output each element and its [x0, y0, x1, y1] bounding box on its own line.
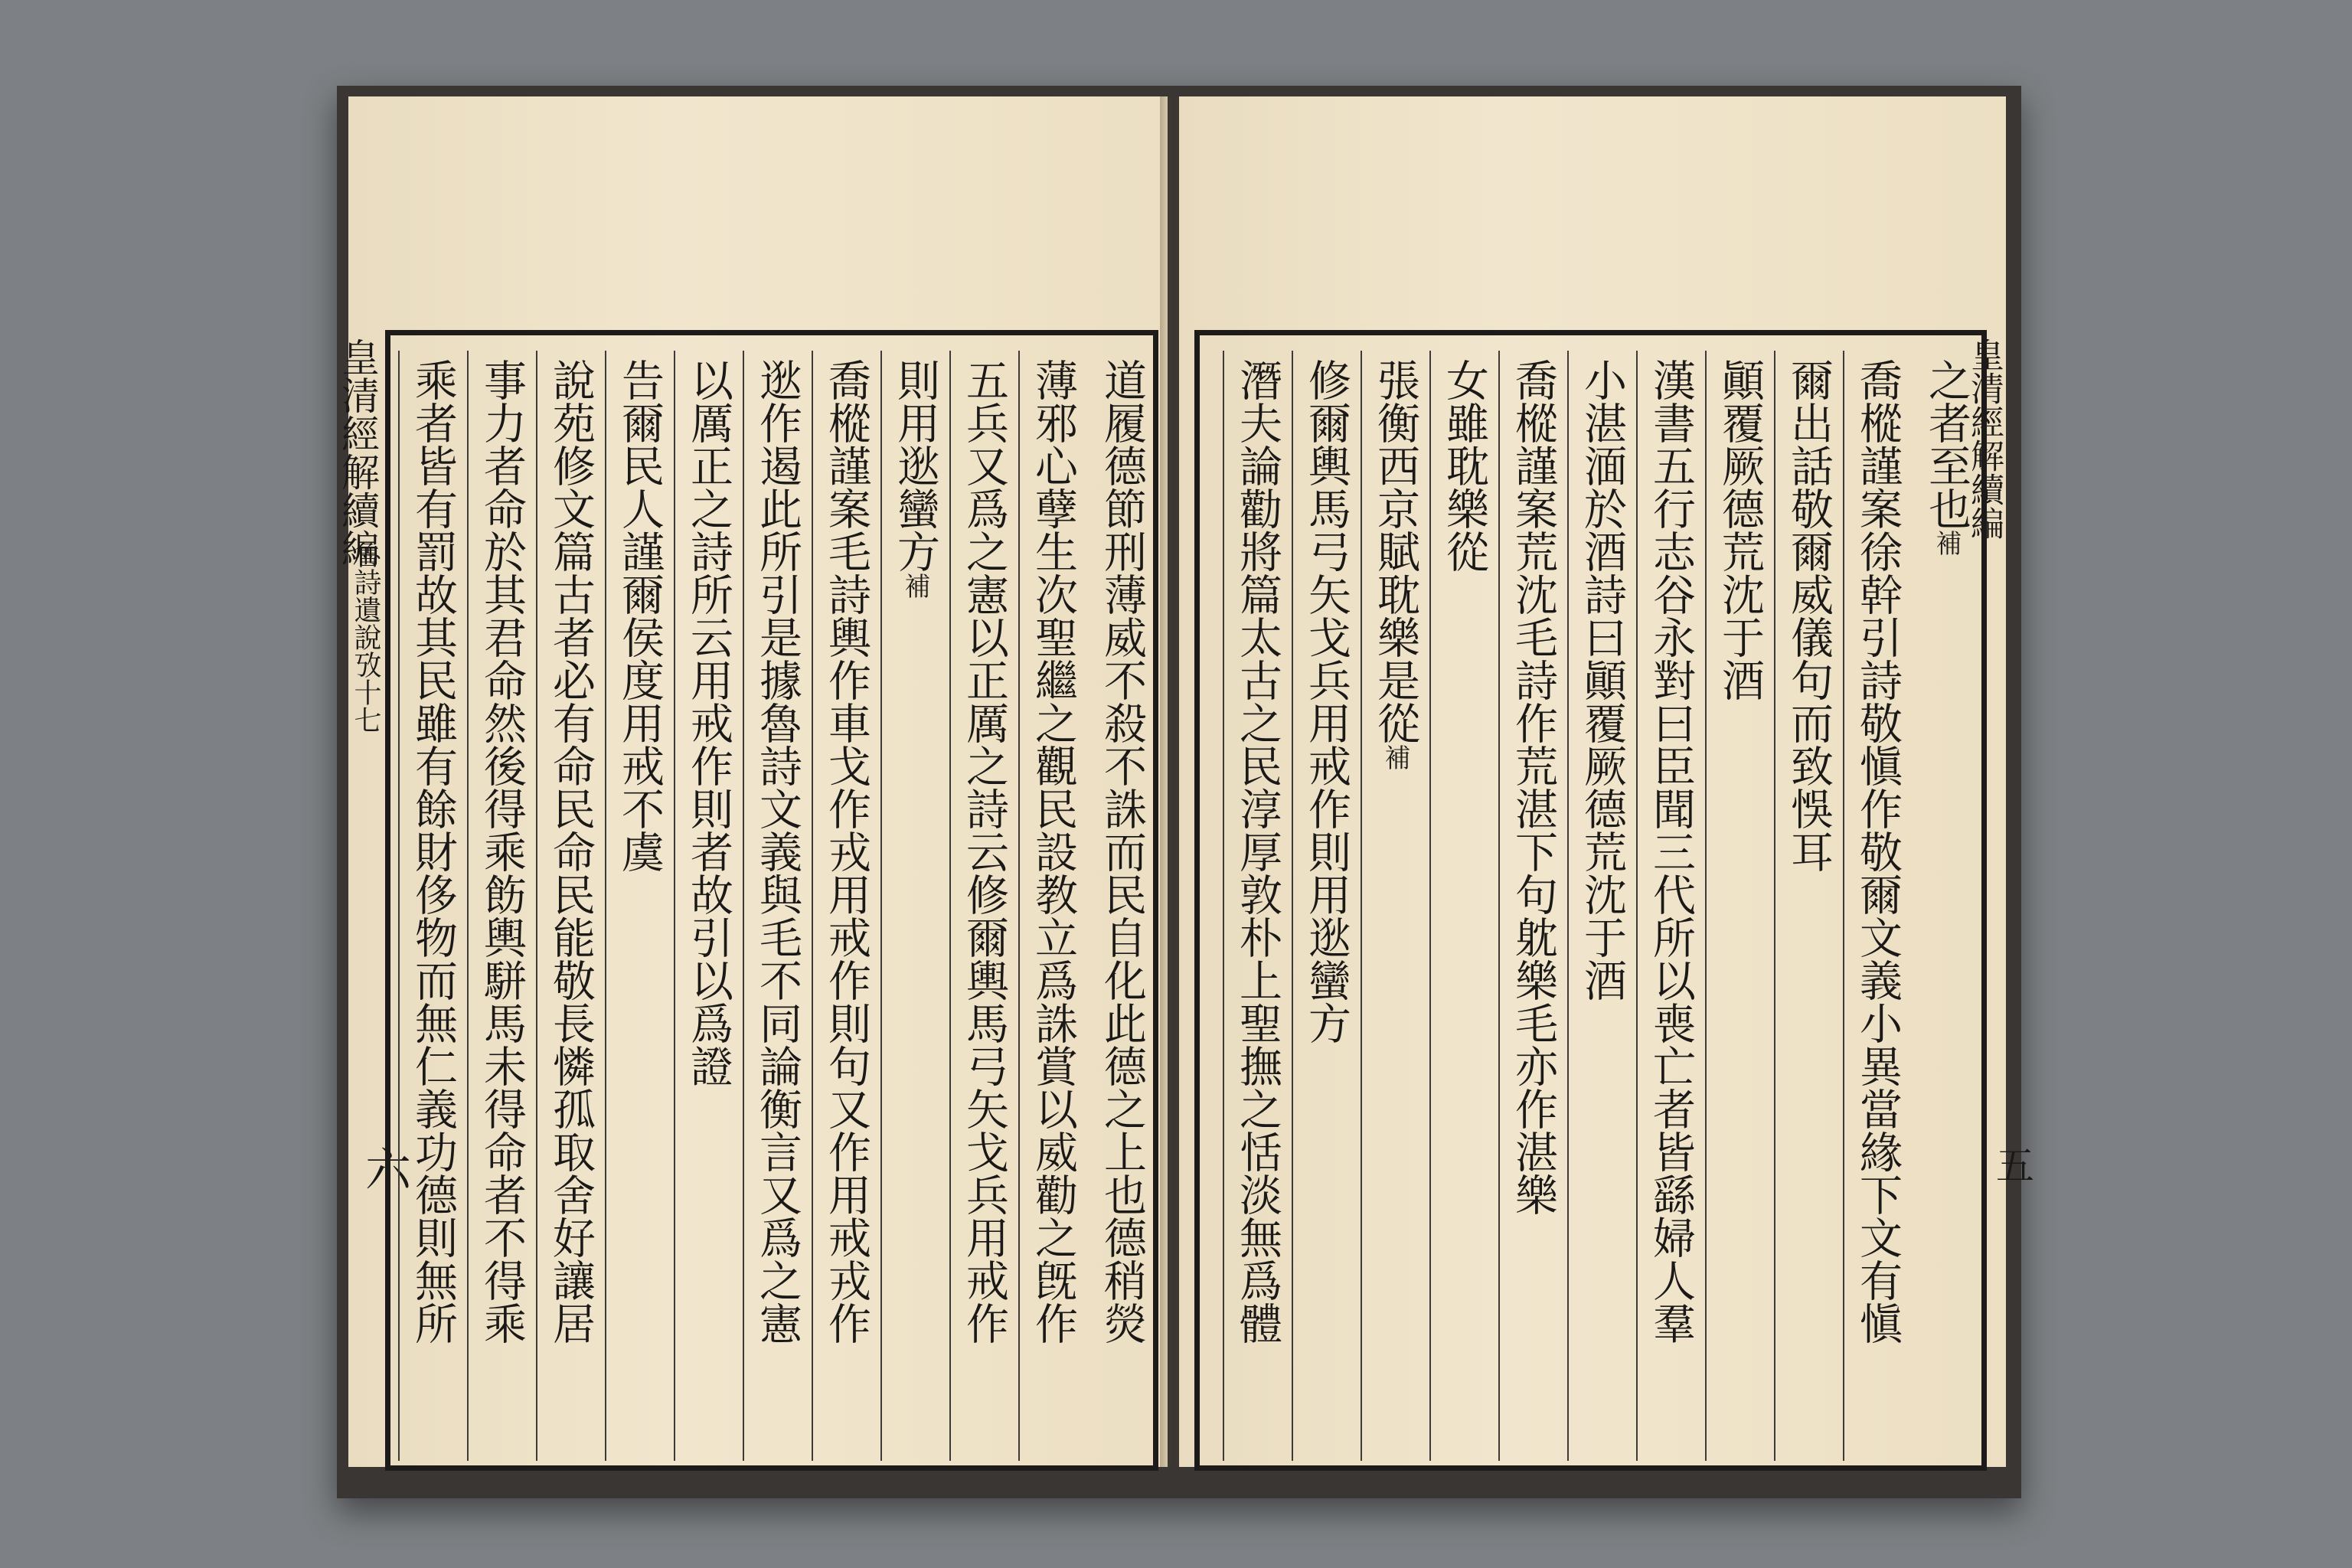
column-text — [882, 358, 949, 599]
text-column — [880, 351, 949, 1461]
column-text: 說苑修文篇古者必有命民命民能敬長憐孤取舍好讓居 — [546, 358, 596, 1344]
column-main-text: 之者至也 — [1922, 358, 1971, 530]
column-text — [1912, 358, 1981, 556]
column-text: 潛夫論勸將篇太古之民淳厚敦朴上聖撫之恬淡無爲體 — [1233, 358, 1282, 1344]
text-column — [1636, 351, 1705, 1461]
right-text-frame — [1194, 330, 1987, 1471]
column-text: 喬樅謹案徐幹引詩敬愼作敬爾文義小異當緣下文有愼 — [1853, 358, 1903, 1344]
column-main-text: 則用逖蠻方 — [890, 358, 940, 573]
column-text: 薄邪心孽生次聖繼之觀民設教立爲誅賞以威勸之旣作 — [1028, 358, 1078, 1344]
text-column — [812, 351, 880, 1461]
column-text: 爾出話敬爾威儀句而致悞耳 — [1784, 358, 1834, 873]
column-text: 喬樅謹案毛詩輿作車戈作戎用戒作則句又作用戒戎作 — [822, 358, 871, 1344]
column-text: 道履德節刑薄威不殺不誅而民自化此德之上也德稍熒 — [1097, 358, 1147, 1344]
column-text: 乘者皆有罰故其民雖有餘財侈物而無仁義功德則無所 — [408, 358, 458, 1344]
left-page — [335, 96, 1168, 1467]
column-text: 修爾輿馬弓矢戈兵用戒作則用逖蠻方 — [1302, 358, 1351, 1044]
left-page-section-title: 魯詩遺說攷十七 — [350, 541, 381, 733]
supplement-note: 補 — [1380, 744, 1410, 770]
supplement-note: 補 — [900, 573, 930, 599]
text-column — [1705, 351, 1774, 1461]
text-column — [674, 351, 743, 1461]
text-column — [1361, 351, 1429, 1461]
supplement-note: 補 — [1931, 530, 1962, 556]
text-column — [467, 351, 536, 1461]
text-column — [1774, 351, 1843, 1461]
right-page-number: 五 — [1990, 1145, 2034, 1184]
text-column — [1223, 351, 1292, 1461]
column-text: 五兵又爲之憲以正厲之詩云修爾輿馬弓矢戈兵用戒作 — [959, 358, 1009, 1344]
text-column — [536, 351, 605, 1461]
column-text — [1362, 358, 1429, 770]
column-text: 漢書五行志谷永對曰臣聞三代所以喪亡者皆繇婦人羣 — [1646, 358, 1696, 1344]
column-text: 顚覆厥德荒沈于酒 — [1715, 358, 1765, 701]
column-main-text: 張衡西京賦耽樂是從 — [1370, 358, 1420, 744]
text-column — [949, 351, 1018, 1461]
column-text: 逖作遏此所引是據魯詩文義與毛不同論衡言又爲之憲 — [753, 358, 802, 1344]
left-text-frame — [385, 330, 1158, 1471]
right-page — [1179, 96, 2034, 1467]
column-text: 女雖耽樂從 — [1439, 358, 1489, 573]
text-column — [1429, 351, 1498, 1461]
column-text: 事力者命於其君命然後得乘飭輿駢馬未得命者不得乘 — [477, 358, 527, 1344]
column-text: 告爾民人謹爾侯度用戒不虞 — [615, 358, 665, 873]
left-page-header: 皇清經解續編 — [335, 338, 380, 567]
text-column — [1843, 351, 1912, 1461]
column-text: 以厲正之詩所云用戒作則者故引以爲證 — [684, 358, 733, 1087]
text-column — [1912, 351, 1981, 1461]
text-column — [1567, 351, 1636, 1461]
text-column — [398, 351, 467, 1461]
right-page-header: 皇清經解續編 — [1965, 338, 2004, 540]
text-column — [605, 351, 674, 1461]
left-page-number: 六 — [358, 1145, 411, 1191]
text-column — [1292, 351, 1361, 1461]
text-column — [743, 351, 812, 1461]
column-text: 小湛湎於酒詩曰顚覆厥德荒沈于酒 — [1577, 358, 1627, 1001]
text-column — [1018, 351, 1087, 1461]
column-text: 喬樅謹案荒沈毛詩作荒湛下句躭樂毛亦作湛樂 — [1508, 358, 1558, 1216]
text-column — [1498, 351, 1567, 1461]
text-column — [1087, 351, 1156, 1461]
